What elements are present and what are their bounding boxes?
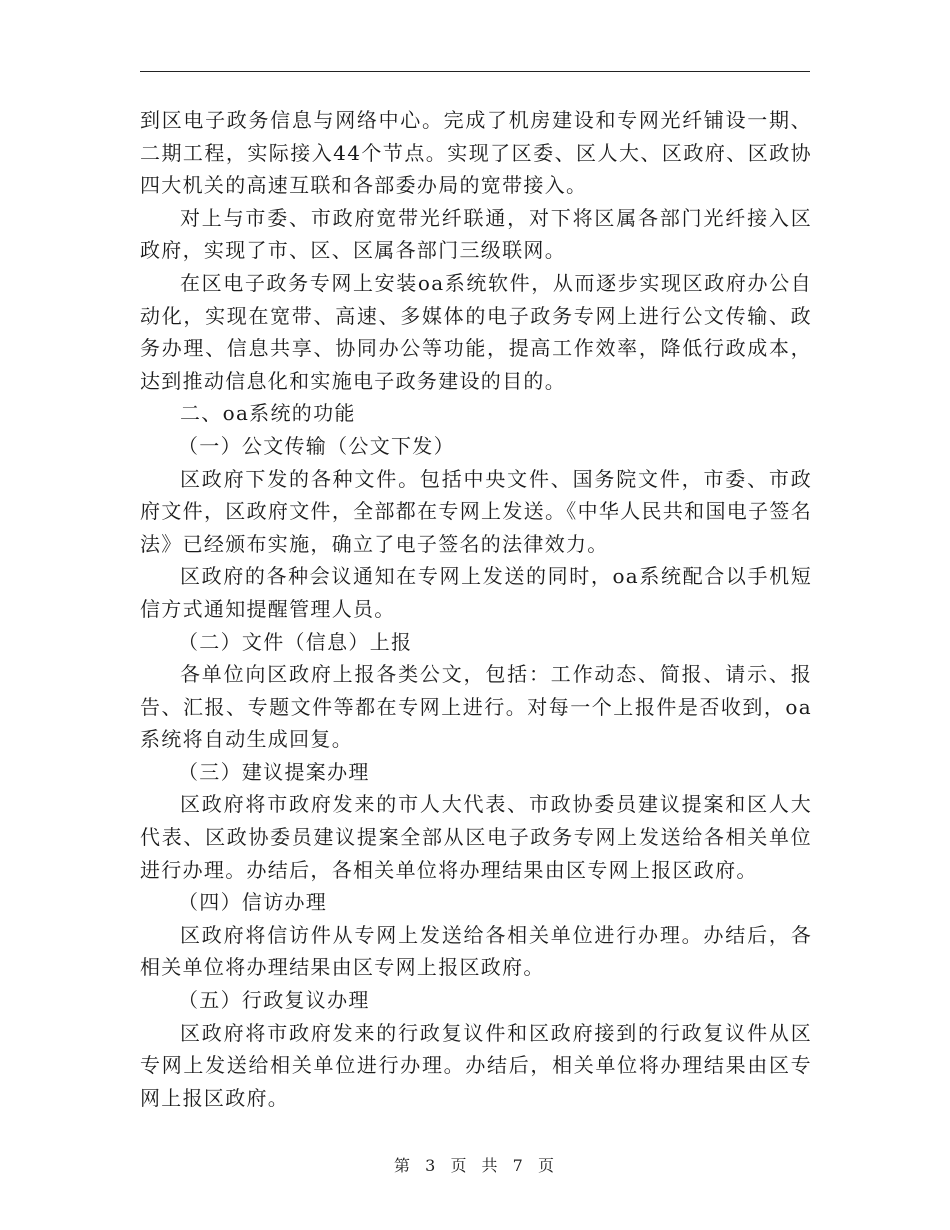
page-footer (0, 1153, 950, 1176)
paragraph: 区政府将市政府发来的市人大代表、市政协委员建议提案和区人大代表、区政协委员建议提案全部从区电子政务专网上发送给各相关单位进行办理。办结后，各相关单位将办理结果由区专网上报区政府。 (140, 792, 812, 882)
paragraph: 区政府的各种会议通知在专网上发送的同时，oa系统配合以手机短信方式通知提醒管理人员。 (140, 564, 812, 621)
subsection-heading: （二）文件（信息）上报 (178, 629, 413, 654)
total-unit: 页 (537, 1156, 556, 1175)
document-body (140, 104, 812, 1114)
total-label: 共 (481, 1156, 500, 1175)
subsection-heading: （五）行政复议办理 (178, 988, 370, 1013)
subsection-heading: （四）信访办理 (178, 890, 328, 915)
paragraph-continued: 到区电子政务信息与网络中心。完成了机房建设和专网光纤铺设一期、二期工程，实际接入44个节点。实现了区委、区人大、区政府、区政协四大机关的高速互联和各部委办局的宽带接入。 (140, 108, 812, 198)
total-pages: 7 (512, 1156, 525, 1175)
paragraph: 区政府将市政府发来的行政复议件和区政府接到的行政复议件从区专网上发送给相关单位进行办理。办结后，相关单位将办理结果由区专网上报区政府。 (140, 1020, 812, 1110)
paragraph: 在区电子政务专网上安装oa系统软件，从而逐步实现区政府办公自动化，实现在宽带、高速、多媒体的电子政务专网上进行公文传输、政务办理、信息共享、协同办公等功能，提高工作效率，降低行政成本，达到推动信息化和实施电子政务建设的目的。 (140, 270, 812, 393)
paragraph: 对上与市委、市政府宽带光纤联通，对下将区属各部门光纤接入区政府，实现了市、区、区属各部门三级联网。 (140, 205, 812, 263)
section-heading: 二、oa系统的功能 (180, 401, 356, 426)
page-unit: 页 (450, 1156, 469, 1175)
subsection-heading: （一）公文传输（公文下发） (178, 433, 455, 458)
header-rule (140, 71, 810, 72)
page-label: 第 (394, 1156, 413, 1175)
paragraph: 区政府将信访件从专网上发送给各相关单位进行办理。办结后，各相关单位将办理结果由区专网上报区政府。 (140, 922, 812, 980)
paragraph: 各单位向区政府上报各类公文，包括：工作动态、简报、请示、报告、汇报、专题文件等都在专网上进行。对每一个上报件是否收到，oa系统将自动生成回复。 (140, 662, 812, 752)
paragraph: 区政府下发的各种文件。包括中央文件、国务院文件，市委、市政府文件，区政府文件，全部都在专网上发送。《中华人民共和国电子签名法》已经颁布实施，确立了电子签名的法律效力。 (140, 466, 812, 556)
subsection-heading: （三）建议提案办理 (178, 759, 370, 784)
page-number: 3 (425, 1156, 438, 1175)
